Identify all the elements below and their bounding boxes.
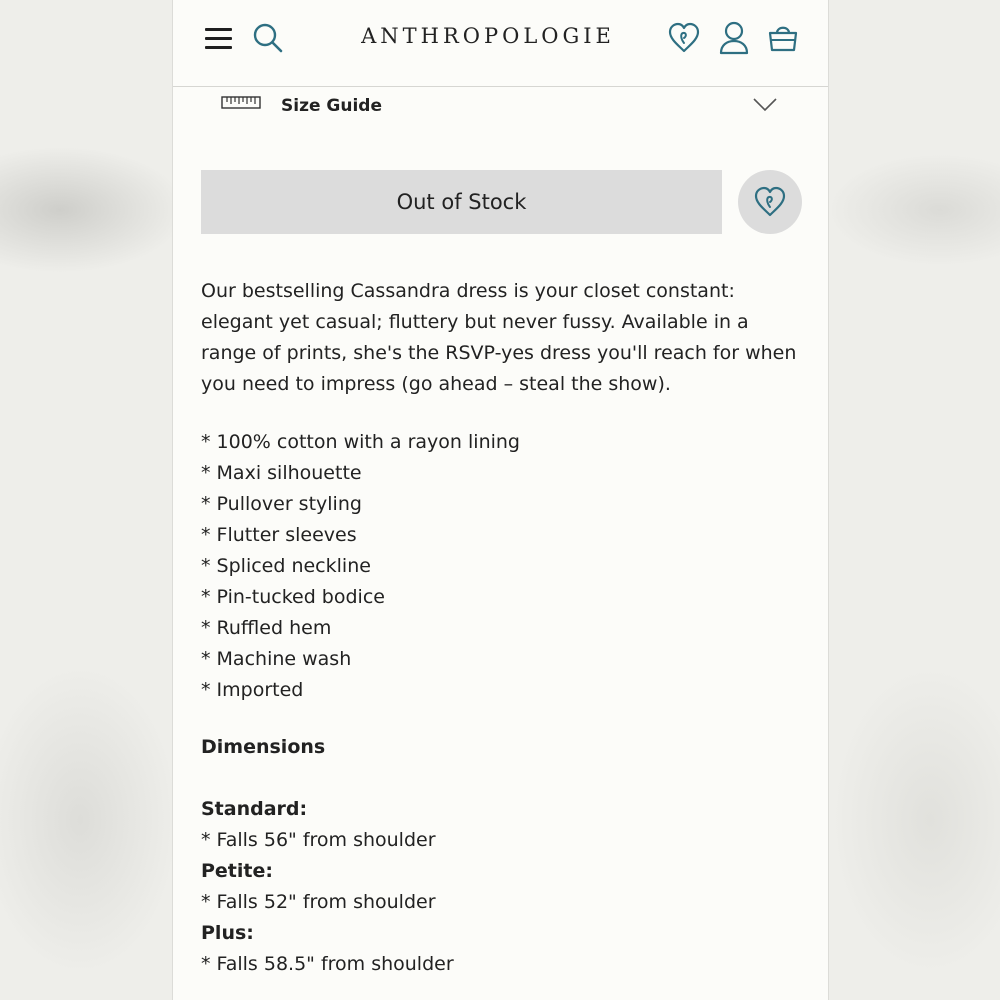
heart-icon — [754, 186, 786, 218]
feature-list — [201, 427, 801, 706]
menu-icon[interactable] — [205, 26, 233, 50]
search-icon[interactable] — [252, 22, 284, 54]
mobile-page — [172, 0, 829, 1000]
list-item: * Ruffled hem — [201, 617, 332, 639]
dimension-label: Petite: — [201, 860, 273, 882]
add-to-favorites-button[interactable] — [738, 170, 802, 234]
brand-logo[interactable]: ANTHROPOLOGIE — [361, 24, 615, 48]
product-description: Our bestselling Cassandra dress is your closet constant: elegant yet casual; fluttery but never fussy. Available in a range of prints, she's the RSVP-yes dress you'll reach for when you need to impress (go ahead – steal the show). — [201, 280, 797, 395]
out-of-stock-button[interactable]: Out of Stock — [201, 170, 722, 234]
dimension-value: * Falls 56" from shoulder — [201, 829, 436, 851]
list-item: * Pullover styling — [201, 493, 362, 515]
list-item: * Pin-tucked bodice — [201, 586, 385, 608]
site-header — [173, 0, 828, 87]
list-item: * Maxi silhouette — [201, 462, 362, 484]
size-guide-toggle[interactable] — [173, 88, 828, 128]
dimension-label: Standard: — [201, 798, 308, 820]
dimension-value: * Falls 58.5" from shoulder — [201, 953, 454, 975]
list-item: * Machine wash — [201, 648, 352, 670]
user-icon[interactable] — [718, 21, 750, 55]
list-item: * Flutter sleeves — [201, 524, 357, 546]
dimensions-heading: Dimensions — [201, 736, 326, 758]
list-item: * Spliced neckline — [201, 555, 371, 577]
product-details — [201, 276, 801, 980]
list-item: * 100% cotton with a rayon lining — [201, 431, 520, 453]
size-guide-label: Size Guide — [281, 96, 382, 116]
chevron-down-icon[interactable] — [753, 98, 777, 112]
bag-icon[interactable] — [767, 22, 799, 54]
heart-icon[interactable] — [668, 22, 700, 54]
dimension-value: * Falls 52" from shoulder — [201, 891, 436, 913]
ruler-icon — [221, 94, 261, 112]
list-item: * Imported — [201, 679, 304, 701]
dimension-label: Plus: — [201, 922, 254, 944]
dimensions-list — [201, 794, 801, 980]
